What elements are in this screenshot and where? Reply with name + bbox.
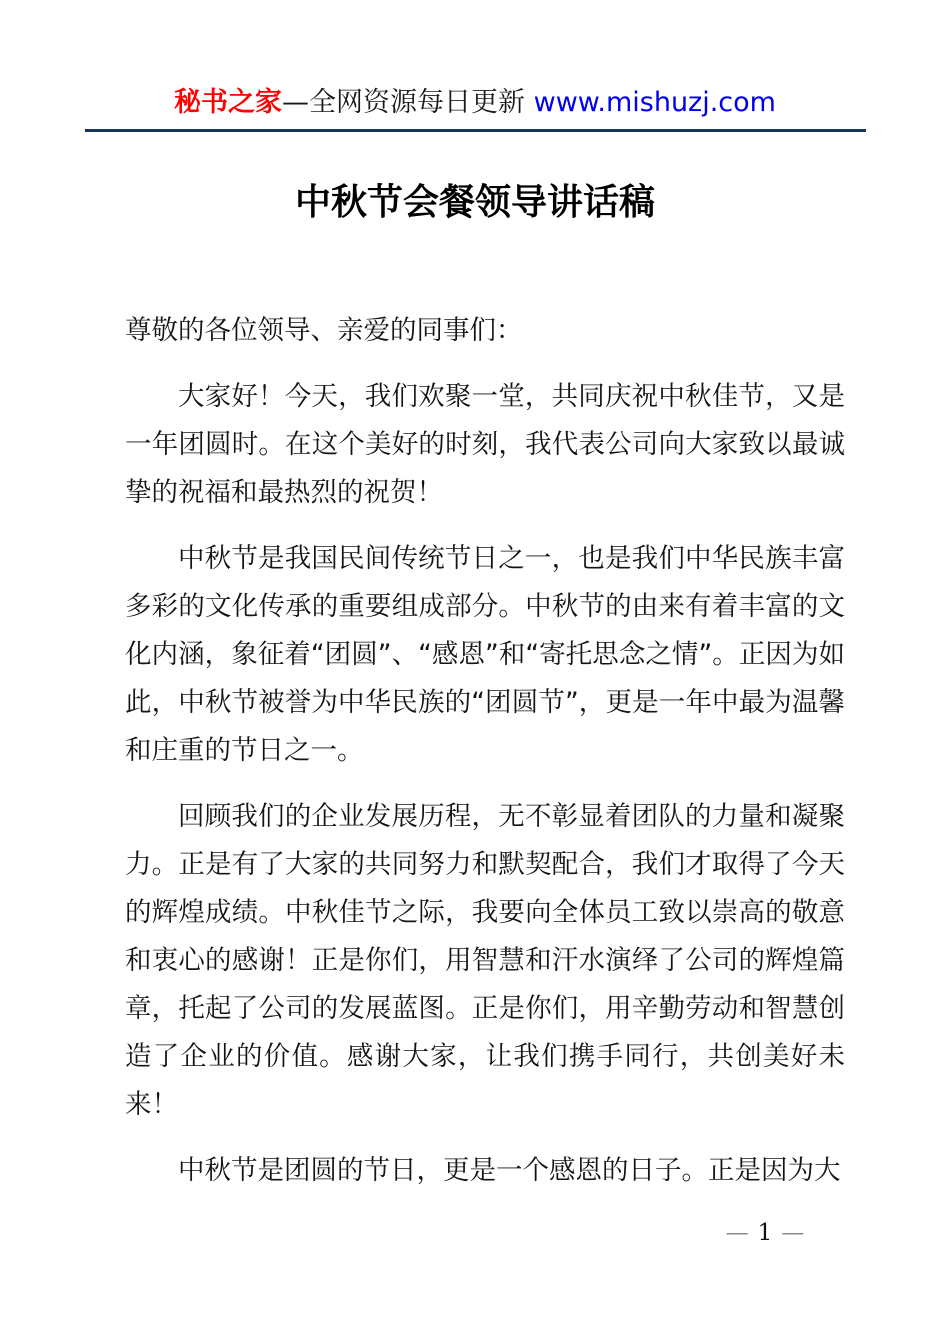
site-url-link[interactable]: www.mishuzj.com — [533, 87, 776, 118]
header-divider-rule — [85, 129, 866, 132]
paragraph-2: 中秋节是我国民间传统节日之一，也是我们中华民族丰富多彩的文化传承的重要组成部分。中秋节的由来有着丰富的文化内涵，象征着“团圆”、“感恩”和“寄托思念之情”。正因为如此，中秋节被誉为中华民族的“团圆节”，更是一年中最为温馨和庄重的节日之一。 — [125, 543, 845, 766]
document-title: 中秋节会餐领导讲话稿 — [294, 182, 655, 223]
paragraph-1: 大家好！今天，我们欢聚一堂，共同庆祝中秋佳节，又是一年团圆时。在这个美好的时刻，我代表公司向大家致以最诚挚的祝福和最热烈的祝贺！ — [125, 381, 845, 508]
document-body — [125, 307, 845, 1195]
site-tagline: —全网资源每日更新 — [282, 87, 534, 118]
page-number — [650, 1218, 880, 1248]
paragraph-3: 回顾我们的企业发展历程，无不彰显着团队的力量和凝聚力。正是有了大家的共同努力和默契配合，我们才取得了今天的辉煌成绩。中秋佳节之际，我要向全体员工致以崇高的敬意和衷心的感谢！正是你们，用智慧和汗水演绎了公司的辉煌篇章，托起了公司的发展蓝图。正是你们，用辛勤劳动和智慧创造了企业的价值。感谢大家，让我们携手同行，共创美好未来！ — [125, 801, 845, 1120]
site-brand: 秘书之家 — [174, 87, 283, 118]
page-number-dash-left: — — [725, 1220, 749, 1246]
paragraph-4: 中秋节是团圆的节日，更是一个感恩的日子。正是因为大 — [178, 1155, 841, 1186]
page-number-value: 1 — [757, 1220, 773, 1246]
site-header — [0, 87, 950, 119]
salutation-line: 尊敬的各位领导、亲爱的同事们： — [125, 315, 523, 346]
page-number-dash-right: — — [781, 1220, 805, 1246]
